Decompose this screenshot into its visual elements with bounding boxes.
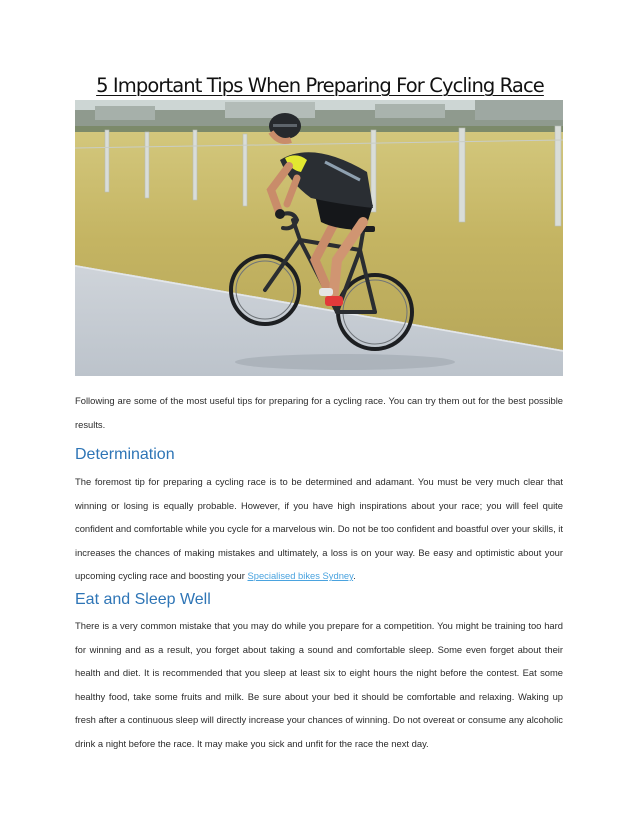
section-text-determination (75, 470, 563, 588)
section-text-eat-sleep: There is a very common mistake that you may do while you prepare for a competition. You might be training too hard for winning and as a result, you forget about taking a sound and comfortable sleep. Some even forget about their health and diet. It is recommended that you sleep at least six to eight hours the night before the contest. Eat some healthy food, take some fruits and milk. Be sure about your bed it should be comfortable and relaxing. Waking up fresh after a continuous sleep will directly increase your chances of winning. Do not overeat or consume any alcoholic drink a night before the race. It may make you sick and unfit for the race the next day. (75, 620, 563, 749)
determination-text-end: . (353, 570, 356, 581)
intro-paragraph: Following are some of the most useful tips for preparing for a cycling race. You can try them out for the best possible results. (75, 395, 563, 430)
specialised-bikes-link[interactable]: Specialised bikes Sydney (247, 570, 354, 581)
section-heading-determination: Determination (75, 446, 175, 463)
cyclist-photo (75, 100, 563, 376)
page-title: 5 Important Tips When Preparing For Cycling Race (96, 74, 544, 97)
cyclist-photo-graphic (75, 100, 563, 376)
determination-text: The foremost tip for preparing a cycling race is to be determined and adamant. You must be very much clear that winning or losing is equally probable. However, if you have high inspirations about your race; you will feel quite confident and comfortable while you cycle for a marvelous win. Do not be too confident and boastful over your skills, it increases the chances of making mistakes and ultimately, a loss is on your way. Be easy and optimistic about your upcoming cycling race and boosting your (75, 476, 563, 581)
section-heading-eat-sleep: Eat and Sleep Well (75, 591, 211, 608)
